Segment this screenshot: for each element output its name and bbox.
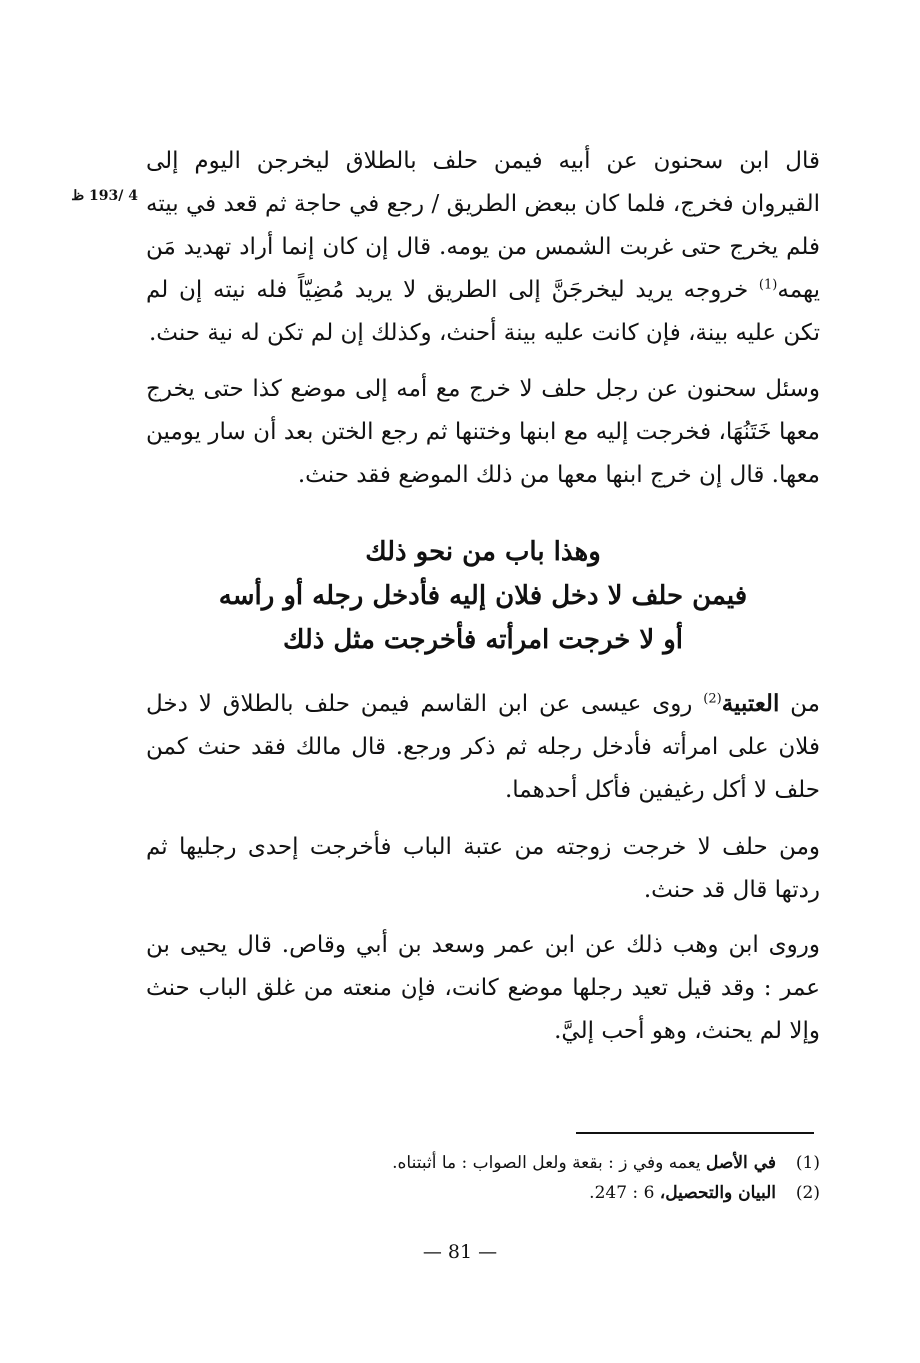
footnote-1-bold: في الأصل bbox=[706, 1153, 776, 1173]
paragraph-5: وروى ابن وهب ذلك عن ابن عمر وسعد بن أبي وقاص. قال يحيى بن عمر : وقد قيل تعيد رجلها موضع كانت، فإن منعته من غلق الباب حنث وإلا لم يحنث، وهو أحب إليَّ. bbox=[146, 932, 820, 1044]
heading-line-2: فيمن حلف لا دخل فلان إليه فأدخل رجله أو رأسه bbox=[218, 581, 748, 611]
manuscript-folio-marker: 4 /193 ظ bbox=[71, 188, 138, 204]
footnote-1-number: (1) bbox=[795, 1153, 820, 1173]
source-title-utbiyya: العتبية bbox=[721, 690, 780, 717]
paragraph-3-lead: من bbox=[779, 691, 821, 717]
footnote-ref-1[interactable]: (1) bbox=[758, 277, 778, 293]
paragraph-2: وسئل سحنون عن رجل حلف لا خرج مع أمه إلى موضع كذا حتى يخرج معها خَتَنُهَا، فخرجت إليه مع ابنها وختنها ثم رجع الختن بعد أن سار يومين معها. قال إن خرج ابنها معها من ذلك الموضع فقد حنث. bbox=[146, 376, 820, 488]
paragraph-1 bbox=[146, 140, 820, 355]
footnote-1-text: يعمه وفي ز : بقعة ولعل الصواب : ما أثبتناه. bbox=[392, 1153, 707, 1173]
paragraph-1-text: قال ابن سحنون عن أبيه فيمن حلف بالطلاق ليخرجن اليوم إلى القيروان فخرج، فلما كان ببعض الطريق / رجع في حاجة ثم قعد في بيته فلم يخرج حتى غربت الشمس من يومه. قال إن كان إنما أراد تهديد مَن يهمه bbox=[146, 148, 820, 303]
heading-line-1: وهذا باب من نحو ذلك bbox=[365, 537, 601, 567]
section-heading bbox=[146, 530, 820, 662]
paragraph-3 bbox=[146, 682, 820, 812]
footnote-1 bbox=[146, 1148, 820, 1178]
footnote-2-number: (2) bbox=[795, 1183, 820, 1203]
paragraph-4: ومن حلف لا خرجت زوجته من عتبة الباب فأخرجت إحدى رجليها ثم ردتها قال قد حنث. bbox=[146, 834, 820, 903]
footnotes bbox=[146, 1148, 820, 1208]
paragraph-1-text-after: خروجه يريد ليخرجَنَّ إلى الطريق لا يريد مُضِيّاً فله نيته إن لم تكن عليه بينة، فإن كانت عليه بينة أحنث، وكذلك إن لم تكن له نية حنث. bbox=[146, 277, 820, 346]
footnote-2 bbox=[146, 1178, 820, 1208]
paragraph-3-text-after: روى عيسى عن ابن القاسم فيمن حلف بالطلاق لا دخل فلان على امرأته فأدخل رجله ثم ذكر ورجع. قال مالك فقد حنث كمن حلف لا أكل رغيفين فأكل أحدهما. bbox=[146, 691, 820, 803]
heading-line-3: أو لا خرجت امرأته فأخرجت مثل ذلك bbox=[282, 625, 684, 655]
footnote-2-bold: البيان والتحصيل، bbox=[659, 1183, 776, 1203]
footnote-ref-2[interactable]: (2) bbox=[703, 691, 722, 707]
footnote-2-text: 6 : 247. bbox=[589, 1183, 660, 1203]
footnote-divider bbox=[576, 1132, 814, 1134]
page-number: — 81 — bbox=[422, 1241, 498, 1263]
